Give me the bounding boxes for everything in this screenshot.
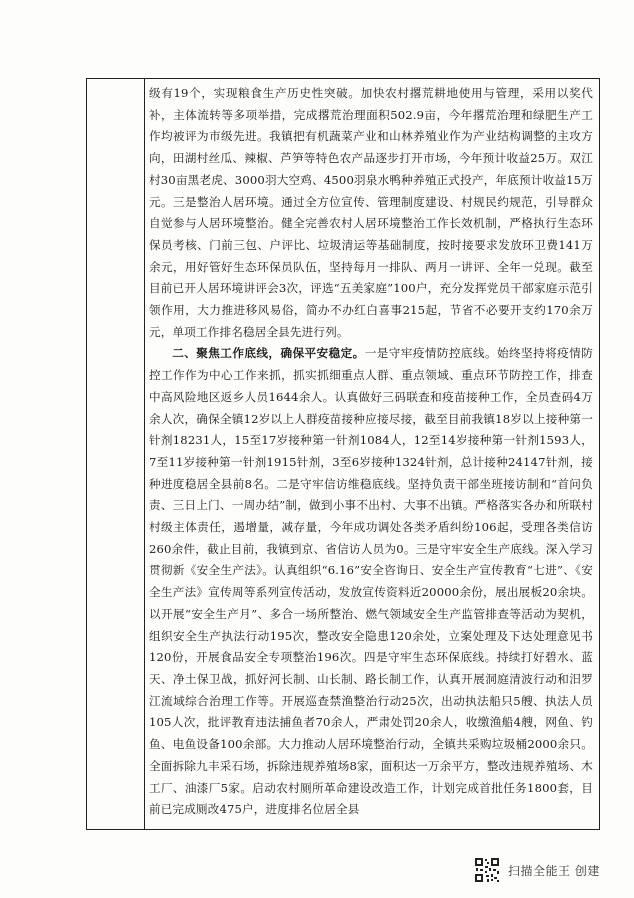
table-content-cell — [149, 83, 593, 821]
qr-code-icon — [474, 857, 500, 883]
scanner-watermark — [474, 855, 600, 885]
paragraph-continuation: 级有19个，实现粮食生产历史性突破。加快农村撂荒耕地使用与管理，采用以奖代补，主体流转等多项举措，完成撂荒治理面积502.9亩，今年撂荒治理和绿肥生产工作均被评为市级先进。我镇把有机蔬菜产业和山林养殖业作为产业结构调整的主攻方向，田湖村丝瓜、辣椒、芦笋等特色农产品逐步打开市场，今年预计收益25万。双江村30亩黑老虎、3000羽大空鸡、4500羽泉水鸭种养殖正式投产，年底预计收益15万元。三是整治人居环境。通过全方位宣传、管理制度建设、村规民约规范，引导群众自觉参与人居环境整治。健全完善农村人居环境整治工作长效机制，严格执行生态环保员考核、门前三包、户评比、垃圾清运等基础制度，按时接要求发放环卫费141万余元，用好管好生态环保员队伍，坚持每月一排队、两月一讲评、全年一兑现。截至目前已开人居环境讲评会3次，评选“五美家庭”100户，充分发挥党员干部家庭示范引领作用，大力推进移风易俗，简办不办红白喜事215起，节省不必要开支约170余万元，单项工作排名稳居全县先进行列。 — [149, 86, 593, 339]
report-table — [86, 78, 600, 830]
scanner-label: 扫描全能王 创建 — [508, 863, 600, 878]
section-two-body: 一是守牢疫情防控底线。始终坚持将疫情防控工作作为中心工作来抓，抓实抓细重点人群、重点领域、重点环节防控工作，排查中高风险地区返乡人员1644余人。认真做好三码联查和疫苗接种工作，全员查码4万余人次，确保全镇12岁以上人群疫苗接种应接尽接，截至目前我镇18岁以上接种第一针剂18231人，15至17岁接种第一针剂1084人，12至14岁接种第一针剂1593人，7至11岁接种第一针剂1915针剂，3至6岁接种1324针剂，总计接种24147针剂，接种进度稳居全县前8名。二是守牢信访维稳底线。坚持负责干部坐班接访制和“首问负责、三日上门、一周办结”制，做到小事不出村、大事不出镇。严格落实各办和所联村村级主体责任，遏增量，减存量，今年成功调处各类矛盾纠纷106起，受理各类信访260余件，截止目前，我镇到京、省信访人员为0。三是守牢安全生产底线。深入学习贯彻新《安全生产法》。认真组织“6.16”安全咨询日、安全生产宣传教育“七进”、《安全生产法》宣传周等系列宣传活动，发放宣传资料近20000余份，展出展板20余块。以开展“安全生产月”、多合一场所整治、燃气领域安全生产监管排查等活动为契机，组织安全生产执法行动195次，整改安全隐患120余处，立案处理及下达处理意见书120份，开展食品安全专项整治196次。四是守牢生态环保底线。持续打好碧水、蓝天、净土保卫战，抓好河长制、山长制、路长制工作，认真开展洞庭清波行动和汨罗江流域综合治理工作等。开展巡查禁渔整治行动25次，出动执法船只5艘、执法人员105人次，批评教育违法捕鱼者70余人，严肃处罚20余人，收缴渔船4艘，网鱼、钓鱼、电鱼设备100余部。大力推动人居环境整治行动，全镇共采购垃圾桶2000余只。全面拆除九丰采石场，拆除违规养殖场8家，面积达一万余平方，整改违规养殖场、木工厂、油漆厂5家。启动农村厕所革命建设改造工作，计划完成首批任务1800套，目前已完成厕改475户，进度排名位居全县 — [149, 346, 593, 817]
paragraph-section-two — [149, 343, 593, 820]
section-two-heading: 二、聚焦工作底线，确保平安稳定。 — [172, 346, 365, 361]
table-label-column — [87, 79, 145, 829]
